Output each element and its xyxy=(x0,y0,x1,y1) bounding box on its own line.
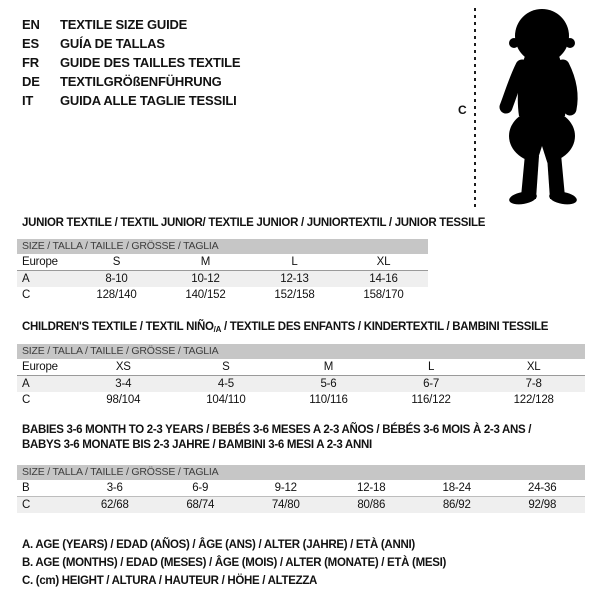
legend-note-b: B. AGE (MONTHS) / EDAD (MESES) / ÂGE (MOIS) / ALTER (MONATE) / ETÀ (MESI) xyxy=(22,557,447,569)
language-code: IT xyxy=(22,93,34,108)
language-code: EN xyxy=(22,17,40,32)
table-row-europe xyxy=(17,254,428,271)
value-cell: 128/140 xyxy=(96,289,137,301)
size-cell: L xyxy=(291,256,298,268)
junior-section-heading: JUNIOR TEXTILE / TEXTIL JUNIOR/ TEXTILE JUNIOR / JUNIORTEXTIL / JUNIOR TESSILE xyxy=(22,217,486,229)
row-label: C xyxy=(22,499,31,511)
value-cell: 3-4 xyxy=(115,378,132,390)
height-measure-label: C xyxy=(458,103,467,117)
value-cell: 116/122 xyxy=(411,394,451,406)
language-list xyxy=(22,15,240,110)
legend-notes xyxy=(22,536,446,590)
language-row-it xyxy=(22,91,240,110)
size-cell: XL xyxy=(526,361,541,373)
heading-line-2: BABYS 3-6 MONATE BIS 2-3 JAHRE / BAMBINI 3-6 MESI A 2-3 ANNI xyxy=(22,439,372,451)
value-cell: 86/92 xyxy=(442,499,471,511)
language-title: GUIDE DES TAILLES TEXTILE xyxy=(60,55,241,70)
children-size-table xyxy=(17,344,585,408)
size-cell: M xyxy=(323,361,334,373)
baby-silhouette-icon xyxy=(487,6,593,206)
row-label: Europe xyxy=(22,256,58,268)
value-cell: 4-5 xyxy=(217,378,234,390)
table-row-age xyxy=(17,376,585,392)
value-cell: 110/116 xyxy=(309,394,348,406)
table-row-age-months xyxy=(17,480,585,497)
row-label: B xyxy=(22,482,30,494)
language-title: TEXTILGRÖßENFÜHRUNG xyxy=(60,74,222,89)
value-cell: 158/170 xyxy=(363,289,404,301)
language-code: ES xyxy=(22,36,39,51)
value-cell: 98/104 xyxy=(106,394,141,406)
table-row-height xyxy=(17,287,428,303)
value-cell: 122/128 xyxy=(513,394,554,406)
value-cell: 8-10 xyxy=(105,273,128,285)
value-cell: 24-36 xyxy=(528,482,557,494)
size-cell: M xyxy=(200,256,211,268)
value-cell: 6-7 xyxy=(423,378,440,390)
language-title: GUIDA ALLE TAGLIE TESSILI xyxy=(60,93,237,108)
value-cell: 10-12 xyxy=(191,273,220,285)
value-cell: 18-24 xyxy=(442,482,471,494)
value-cell: 92/98 xyxy=(528,499,557,511)
junior-size-table xyxy=(17,239,428,303)
babies-section-heading xyxy=(22,423,582,453)
size-cell: S xyxy=(112,256,121,268)
legend-note-c: C. (cm) HEIGHT / ALTURA / HAUTEUR / HÖHE / ALTEZZA xyxy=(22,575,318,587)
table-row-europe xyxy=(17,359,585,376)
language-code: FR xyxy=(22,55,39,70)
row-label: C xyxy=(22,289,31,301)
value-cell: 12-13 xyxy=(280,273,309,285)
value-cell: 62/68 xyxy=(100,499,129,511)
value-cell: 68/74 xyxy=(186,499,215,511)
row-label: Europe xyxy=(22,361,58,373)
heading-text: CHILDREN'S TEXTILE / TEXTIL NIÑO xyxy=(22,321,214,333)
size-table-header-bar: SIZE / TALLA / TAILLE / GRÖSSE / TAGLIA xyxy=(17,465,585,480)
legend-note-a: A. AGE (YEARS) / EDAD (AÑOS) / ÂGE (ANS) / ALTER (JAHRE) / ETÀ (ANNI) xyxy=(22,539,415,551)
heading-line-1: BABIES 3-6 MONTH TO 2-3 YEARS / BEBÉS 3-6 MESES A 2-3 AÑOS / BÉBÉS 3-6 MOIS À 2-3 ANS / xyxy=(22,424,532,436)
size-table-header-bar: SIZE / TALLA / TAILLE / GRÖSSE / TAGLIA xyxy=(17,239,428,254)
size-cell: S xyxy=(222,361,230,373)
language-code: DE xyxy=(22,74,40,89)
value-cell: 9-12 xyxy=(274,482,297,494)
value-cell: 14-16 xyxy=(369,273,398,285)
height-measure-dotted-line xyxy=(474,8,476,208)
heading-subscript: /A xyxy=(213,325,222,334)
language-row-de xyxy=(22,72,240,91)
size-cell: XS xyxy=(115,361,131,373)
language-row-fr xyxy=(22,53,240,72)
table-row-height xyxy=(17,497,585,513)
value-cell: 6-9 xyxy=(192,482,209,494)
heading-text: / TEXTILE DES ENFANTS / KINDERTEXTIL / BAMBINI TESSILE xyxy=(221,321,549,333)
value-cell: 80/86 xyxy=(357,499,386,511)
size-table-header-bar: SIZE / TALLA / TAILLE / GRÖSSE / TAGLIA xyxy=(17,344,585,359)
language-title: TEXTILE SIZE GUIDE xyxy=(60,17,188,32)
children-section-heading xyxy=(22,320,548,337)
value-cell: 104/110 xyxy=(206,394,246,406)
size-cell: XL xyxy=(376,256,391,268)
row-label: A xyxy=(22,378,30,390)
table-row-age xyxy=(17,271,428,287)
row-label: A xyxy=(22,273,30,285)
table-row-height xyxy=(17,392,585,408)
row-label: C xyxy=(22,394,31,406)
value-cell: 140/152 xyxy=(185,289,226,301)
size-cell: L xyxy=(427,361,435,373)
value-cell: 12-18 xyxy=(357,482,386,494)
language-row-en xyxy=(22,15,240,34)
babies-size-table xyxy=(17,465,585,513)
value-cell: 152/158 xyxy=(274,289,315,301)
language-title: GUÍA DE TALLAS xyxy=(60,36,165,51)
value-cell: 5-6 xyxy=(320,378,337,390)
language-row-es xyxy=(22,34,240,53)
value-cell: 7-8 xyxy=(525,378,542,390)
value-cell: 74/80 xyxy=(271,499,300,511)
value-cell: 3-6 xyxy=(106,482,123,494)
